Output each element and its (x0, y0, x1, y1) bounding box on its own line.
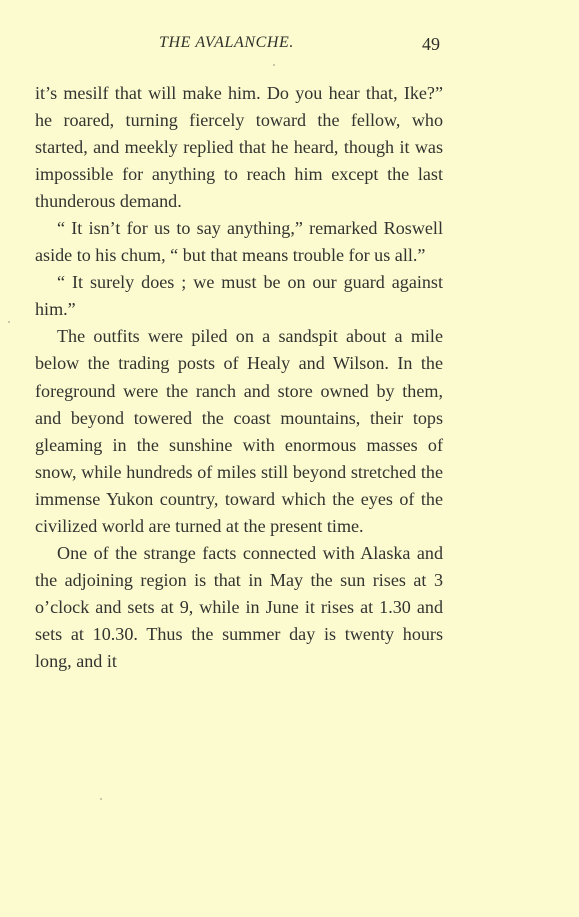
paragraph-dialogue-2: “ It surely does ; we must be on our guard against him.” (35, 272, 443, 320)
running-header (0, 34, 579, 58)
paragraph-dialogue-1: “ It isn’t for us to say anything,” remarked Roswell aside to his chum, “ but that means trouble for us all.” (35, 218, 443, 266)
body-text (35, 80, 443, 675)
page-number: 49 (422, 34, 440, 54)
paragraph-continued: it’s mesilf that will make him. Do you hear that, Ike?” he roared, turning fiercely toward the fellow, who started, and meekly replied that he heard, though it was impossible for anything to reach him except the last thunderous demand. (35, 83, 443, 212)
paragraph-facts: One of the strange facts connected with Alaska and the adjoining region is that in May the sun rises at 3 o’clock and sets at 9, while in June it rises at 1.30 and sets at 10.30. Thus the summer day is twenty hours long, and it (35, 542, 443, 671)
paper-speck (273, 64, 275, 66)
running-title: THE AVALANCHE. (159, 34, 295, 51)
paper-speck (8, 321, 10, 323)
paragraph-description: The outfits were piled on a sandspit about a mile below the trading posts of Healy and Wilson. In the foreground were the ranch and store owned by them, and beyond towered the coast mountains, their tops gleaming in the sunshine with enormous masses of snow, while hundreds of miles still beyond stretched the immense Yukon country, toward which the eyes of the civilized world are turned at the present time. (35, 326, 443, 536)
paper-speck (100, 798, 102, 800)
